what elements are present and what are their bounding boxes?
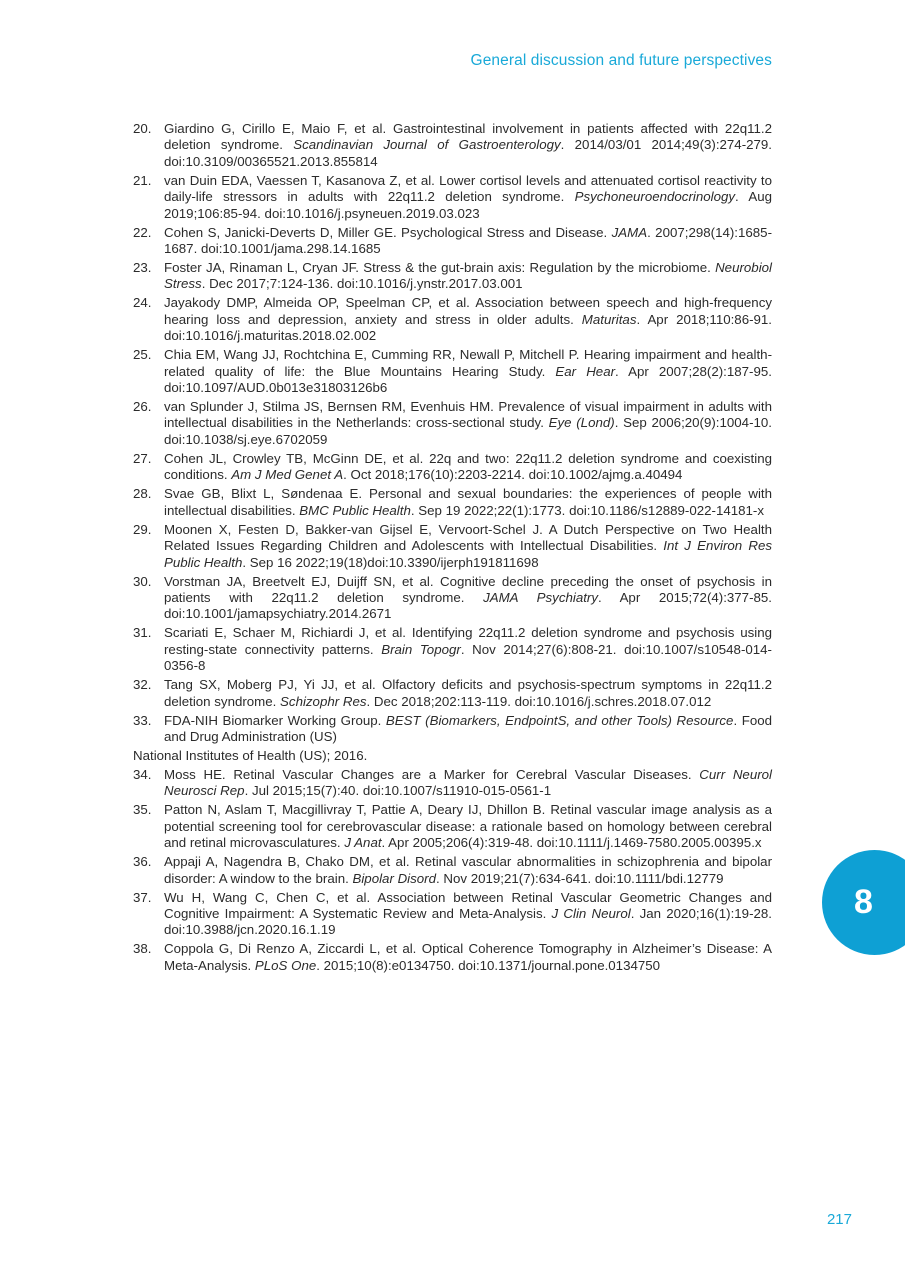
reference-item: [133, 677, 772, 710]
reference-segment: . Sep 16 2022;19(18)doi:10.3390/ijerph191811698: [242, 554, 539, 570]
reference-segment: . Sep 19 2022;22(1):1773. doi:10.1186/s12889-022-14181-x: [410, 502, 764, 518]
reference-text: [164, 451, 772, 484]
reference-item: [133, 713, 772, 746]
reference-text: [164, 767, 772, 800]
reference-segment: . Food and Drug Administration (US): [164, 712, 773, 744]
reference-number: 33.: [133, 712, 152, 728]
reference-text: [164, 574, 772, 623]
journal-title: Eye (Lond): [548, 415, 615, 431]
journal-title: Ear Hear: [555, 363, 616, 379]
reference-list: [133, 121, 772, 977]
reference-number: 20.: [133, 121, 152, 136]
reference-item: [133, 121, 772, 170]
running-header: General discussion and future perspectives: [470, 52, 772, 69]
reference-number: 26.: [133, 399, 152, 415]
reference-segment: . Apr 2018;110:86-91. doi:10.1016/j.maturitas.2018.02.002: [164, 311, 773, 344]
reference-segment: . Apr 2015;72(4):377-85. doi:10.1001/jamapsychiatry.2014.2671: [164, 589, 772, 622]
reference-item: [133, 890, 772, 939]
reference-item: [133, 451, 772, 484]
reference-segment: Vorstman JA, Breetvelt EJ, Duijff SN, et al. Cognitive decline preceding the onset of psychosis in patients with 22q11.2 deletion syndrome.: [164, 573, 772, 605]
reference-segment: . 2015;10(8):e0134750. doi:10.1371/journal.pone.0134750: [316, 957, 661, 973]
reference-text: [164, 713, 772, 746]
reference-segment: . Aug 2019;106:85-94. doi:10.1016/j.psyneuen.2019.03.023: [164, 189, 772, 221]
reference-segment: . 2007;298(14):1685-1687. doi:10.1001/jama.298.14.1685: [164, 224, 772, 257]
reference-segment: Cohen JL, Crowley TB, McGinn DE, et al. 22q and two: 22q11.2 deletion syndrome and coexisting conditions.: [164, 450, 772, 483]
reference-item: [133, 767, 772, 800]
reference-segment: Appaji A, Nagendra B, Chako DM, et al. Retinal vascular abnormalities in schizophrenia and bipolar disorder: A window to the brain.: [164, 854, 772, 886]
reference-number: 36.: [133, 854, 152, 870]
reference-number: 25.: [133, 347, 152, 363]
reference-text: [164, 890, 772, 939]
reference-segment: Wu H, Wang C, Chen C, et al. Association between Retinal Vascular Geometric Changes and Cognitive Impairment: A Systematic Review and Meta-Analysis.: [164, 889, 772, 921]
reference-number: 37.: [133, 889, 152, 905]
reference-text: [164, 347, 772, 396]
reference-text: [164, 173, 772, 222]
journal-title: J Anat: [344, 835, 382, 851]
reference-number: 24.: [133, 295, 152, 311]
journal-title: BEST (Biomarkers, EndpointS, and other Tools) Resource: [385, 712, 734, 728]
reference-text: [164, 260, 772, 293]
reference-segment: . Oct 2018;176(10):2203-2214. doi:10.1002/ajmg.a.40494: [343, 467, 683, 483]
reference-item: [133, 574, 772, 623]
page-number: 217: [826, 1211, 852, 1228]
reference-segment: Svae GB, Blixt L, Søndenaa E. Personal and sexual boundaries: the experiences of people with intellectual disabilities.: [164, 486, 772, 518]
chapter-number: 8: [854, 883, 873, 921]
reference-segment: Moonen X, Festen D, Bakker-van Gijsel E, Vervoort-Schel J. A Dutch Perspective on Two Health Related Issues Regarding Children and Adolescents with Intellectual Disabilities.: [164, 521, 772, 554]
reference-segment: Moss HE. Retinal Vascular Changes are a Marker for Cerebral Vascular Diseases.: [164, 766, 700, 782]
journal-title: PLoS One: [254, 957, 317, 973]
reference-segment: Jayakody DMP, Almeida OP, Speelman CP, et al. Association between speech and high-frequency hearing loss and depression, anxiety and stress in older adults.: [164, 295, 772, 327]
reference-number: 22.: [133, 224, 152, 240]
reference-text: [164, 802, 772, 851]
reference-text: [164, 522, 772, 571]
reference-item: [133, 854, 772, 887]
journal-title: JAMA Psychiatry: [483, 589, 598, 605]
reference-number: 30.: [133, 573, 152, 589]
reference-item: [133, 625, 772, 674]
reference-item: [133, 295, 772, 344]
reference-item: [133, 522, 772, 571]
journal-title: Psychoneuroendocrinology: [574, 189, 736, 205]
journal-title: Am J Med Genet A: [231, 467, 344, 483]
journal-title: Int J Environ Res Public Health: [164, 538, 772, 570]
reference-text: [164, 854, 772, 887]
reference-number: 29.: [133, 521, 152, 537]
journal-title: Curr Neurol Neurosci Rep: [164, 766, 772, 799]
journal-title: Brain Topogr: [381, 641, 461, 657]
reference-number: 38.: [133, 941, 152, 957]
reference-segment: van Duin EDA, Vaessen T, Kasanova Z, et al. Lower cortisol levels and attenuated cortisol reactivity to daily-life stressors in adults with 22q11.2 deletion syndrome.: [164, 172, 772, 205]
reference-segment: van Splunder J, Stilma JS, Bernsen RM, Evenhuis HM. Prevalence of visual impairment in adults with intellectual disabilities in the Netherlands: cross-sectional study.: [164, 399, 772, 431]
reference-number: 23.: [133, 260, 152, 276]
reference-number: 35.: [133, 802, 152, 818]
reference-segment: Chia EM, Wang JJ, Rochtchina E, Cumming RR, Newall P, Mitchell P. Hearing impairment and health-related quality of life: the Blue Mountains Hearing Study.: [164, 347, 772, 379]
reference-text: [164, 677, 772, 710]
reference-text: [164, 399, 772, 448]
journal-title: BMC Public Health: [299, 502, 411, 518]
journal-title: Schizophr Res: [280, 693, 367, 709]
reference-item: [133, 225, 772, 258]
reference-item: [133, 260, 772, 293]
reference-segment: Tang SX, Moberg PJ, Yi JJ, et al. Olfactory deficits and psychosis-spectrum symptoms in 22q11.2 deletion syndrome.: [164, 677, 772, 709]
journal-title: Scandinavian Journal of Gastroenterology: [293, 137, 561, 153]
reference-number: 27.: [133, 450, 152, 466]
reference-number: 31.: [133, 625, 152, 641]
reference-segment: . Jan 2020;16(1):19-28. doi:10.3988/jcn.2020.16.1.19: [164, 905, 772, 938]
reference-segment: Scariati E, Schaer M, Richiardi J, et al. Identifying 22q11.2 deletion syndrome and psychosis using resting-state connectivity patterns.: [164, 625, 772, 657]
journal-title: JAMA: [611, 224, 648, 240]
reference-segment: . Apr 2005;206(4):319-48. doi:10.1111/j.1469-7580.2005.00395.x: [381, 835, 762, 851]
reference-text: [164, 941, 772, 974]
reference-number: 28.: [133, 486, 152, 502]
reference-text: [133, 748, 772, 764]
reference-item: [133, 486, 772, 519]
journal-title: Bipolar Disord: [352, 870, 436, 886]
reference-text: [164, 121, 772, 170]
reference-segment: Patton N, Aslam T, Macgillivray T, Pattie A, Deary IJ, Dhillon B. Retinal vascular image analysis as a potential screening tool for cerebrovascular disease: a rationale based on homology between cerebral and retinal microvasculatures.: [164, 802, 772, 851]
reference-segment: Cohen S, Janicki-Deverts D, Miller GE. Psychological Stress and Disease.: [164, 224, 612, 240]
reference-text: [164, 225, 772, 258]
reference-number: 32.: [133, 677, 152, 693]
reference-segment: National Institutes of Health (US); 2016.: [133, 747, 368, 763]
reference-segment: . Nov 2014;27(6):808-21. doi:10.1007/s10548-014-0356-8: [164, 641, 772, 674]
reference-segment: . Dec 2018;202:113-119. doi:10.1016/j.schres.2018.07.012: [366, 693, 712, 709]
journal-title: Maturitas: [581, 311, 637, 327]
reference-item: [133, 802, 772, 851]
reference-segment: FDA-NIH Biomarker Working Group.: [164, 712, 386, 728]
reference-number: 34.: [133, 766, 152, 782]
reference-text: [164, 486, 772, 519]
journal-title: Neurobiol Stress: [164, 260, 772, 292]
reference-segment: . Apr 2007;28(2):187-95. doi:10.1097/AUD.0b013e31803126b6: [164, 363, 772, 396]
reference-segment: . 2014/03/01 2014;49(3):274-279. doi:10.3109/00365521.2013.855814: [164, 137, 773, 169]
reference-item: [133, 748, 772, 764]
journal-title: J Clin Neurol: [551, 905, 631, 921]
reference-segment: . Sep 2006;20(9):1004-10. doi:10.1038/sj.eye.6702059: [164, 415, 772, 447]
reference-number: 21.: [133, 172, 152, 188]
reference-segment: Foster JA, Rinaman L, Cryan JF. Stress & the gut-brain axis: Regulation by the microbiome.: [164, 260, 716, 276]
reference-item: [133, 347, 772, 396]
reference-text: [164, 295, 772, 344]
reference-segment: Coppola G, Di Renzo A, Ziccardi L, et al. Optical Coherence Tomography in Alzheimer’s Disease: A Meta-Analysis.: [164, 941, 772, 973]
reference-item: [133, 399, 772, 448]
reference-segment: . Jul 2015;15(7):40. doi:10.1007/s11910-015-0561-1: [244, 783, 552, 799]
reference-segment: . Nov 2019;21(7):634-641. doi:10.1111/bdi.12779: [436, 870, 724, 886]
reference-item: [133, 173, 772, 222]
reference-text: [164, 625, 772, 674]
reference-segment: . Dec 2017;7:124-136. doi:10.1016/j.ynstr.2017.03.001: [201, 276, 523, 292]
reference-segment: Giardino G, Cirillo E, Maio F, et al. Gastrointestinal involvement in patients affected with 22q11.2 deletion syndrome.: [164, 121, 772, 153]
reference-item: [133, 941, 772, 974]
